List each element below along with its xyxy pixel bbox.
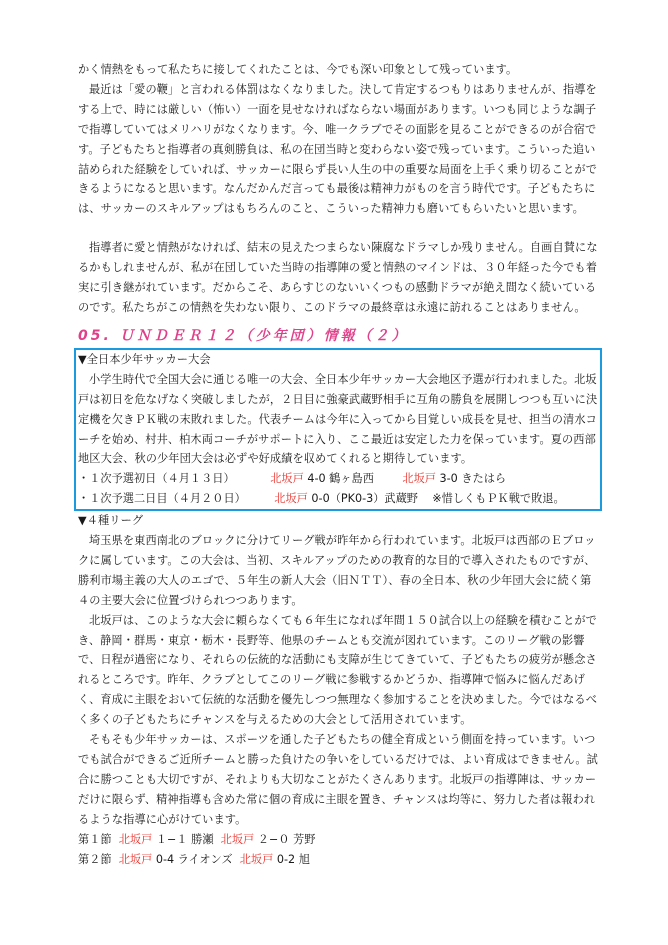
team-name: 北坂戸 <box>274 492 308 506</box>
intro-paragraph-2: 最近は「愛の鞭」と言われる体罰はなくなりました。決して肯定するつもりはありませんが、指導をする上で、時には厳しい（怖い）一面を見せなければならない場面があります。いつも同じような調子で指導していてはメリハリがなくなります。今、唯一クラブでその面影を見ることができるのが合宿です。子どもたちと指導者の真剣勝負は、私の在団当時と変わらない姿で残っています。こういった追い詰められた経験をしていれば、サッカーに限らず長い人生の中の重要な局面を上手く乗り切ることができるようになると思います。なんだかんだ言っても最後は精神力がものを言う時代です。子どもたちには、サッカーのスキルアップはもちろんのこと、こういった精神力も磨いてもらいたいと思います。 <box>78 82 598 216</box>
league-result-row-1 <box>78 830 598 850</box>
result-label: ・１次予選二日目（４月２０日） <box>78 492 246 506</box>
league-paragraph-2: 北坂戸は、このような大会に頼らなくても６年生になれば年間１５０試合以上の経験を積むことができ、静岡・群馬・東京・栃木・長野等、他県のチームとも交流が図れています。このリーグ戦の影響で、日程が過密になり、それらの伝統的な活動にも支障が生じてきていて、子どもたちの疲労が懸念されるところです。昨年、クラブとしてこのリーグ戦に参戦するかどうか、指導陣で悩みに悩んだあげく、育成に主眼をおいて伝統的な活動を優先しつつ無理なく参加することを決めました。今ではなるべく多くの子どもたちにチャンスを与えるための大会として活用されています。 <box>78 613 598 727</box>
intro-paragraph-1: かく情熱をもって私たちに接してくれたことは、今でも深い印象として残っています。 <box>78 63 518 76</box>
team-name: 北坂戸 <box>270 472 304 486</box>
result-score: 4-0 鶴ヶ島西 <box>303 472 374 486</box>
league-result-row-2 <box>78 850 598 870</box>
round-label: 第１節 <box>78 832 112 846</box>
league-paragraph-3: そもそも少年サッカーは、スポーツを通した子どもたちの健全育成という側面を持っています。いつでも試合ができるご近所チームと勝った負けたの争いをしているだけでは、よい育成はできません。試合に勝つことも大切ですが、それよりも大切なことがたくさんあります。北坂戸の指導陣は、サッカーだけに限らず、精神指導も含めた常に個の育成に主眼を置き、チャンスは均等に、努力した者は報われるような指導に心がけています。 <box>78 733 598 826</box>
team-name: 北坂戸 <box>220 832 255 846</box>
all-japan-body: 小学生時代で全国大会に通じる唯一の大会、全日本少年サッカー大会地区予選が行われました。北坂戸は初日を危なげなく突破しましたが，２日目に強豪武蔵野相手に互角の勝負を展開しつつも互いに決定機を欠きＰＫ戦の末敗れました。代表チームは今年に入ってから目覚しい成長を見せ、担当の清水コーチを始め、村井、柏木両コーチがサポートに入り、ここ最近は安定した力を保っています。夏の西部地区大会、秋の少年団大会は必ずや好成績を収めてくれると期待しています。 <box>78 372 598 466</box>
result-score: １−１ 勝瀬 <box>155 832 214 846</box>
team-name: 北坂戸 <box>118 832 153 846</box>
document-page <box>78 60 598 869</box>
result-score: 0-0（PK0-3）武蔵野 <box>307 492 418 506</box>
league-paragraph-1: 埼玉県を東西南北のブロックに分けてリーグ戦が昨年から行われています。北坂戸は西部のＥブロックに属しています。この大会は、当初、スキルアップのための教育的な目的で導入されたものですが、勝利市場主義の大人のエゴで、５年生の新人大会（旧ＮＴＴ）、春の全日本、秋の少年団大会に続く第４の主要大会に位置づけられつつあります。 <box>78 534 596 607</box>
league-title: ▼４種リーグ <box>78 514 144 528</box>
intro-paragraph-3: 指導者に愛と情熱がなければ、結末の見えたつまらない陳腐なドラマしか残りません。自画自賛になるかもしれませんが、私が在団していた当時の指導陣の愛と情熱のマインドは、３０年経った今でも着実に引き継がれています。だからこそ、あらすじのないいくつもの感動ドラマが絶え間なく続いているのです。私たちがこの情熱を失わない限り、このドラマの最終章は永遠に訪れることはありません。 <box>78 241 598 314</box>
result-note: ※惜しくもＰＫ戦で敗退。 <box>432 492 565 506</box>
paragraph-gap <box>78 219 598 238</box>
all-japan-box <box>74 348 602 511</box>
result-label: ・１次予選初日（４月１３日） <box>78 472 235 486</box>
result-score: 0-2 旭 <box>273 852 310 866</box>
team-name: 北坂戸 <box>239 852 274 866</box>
result-row-day1 <box>78 469 598 489</box>
all-japan-title: ▼全日本少年サッカー大会 <box>78 352 211 366</box>
result-score: 0-4 ライオンズ <box>152 852 233 866</box>
result-score: 3-0 きたはら <box>435 472 507 486</box>
team-name: 北坂戸 <box>402 472 436 486</box>
round-label: 第２節 <box>78 852 112 866</box>
result-row-day2 <box>78 489 598 509</box>
result-score: ２−０ 芳野 <box>257 832 316 846</box>
section-heading: 05. ＵＮＤＥＲ１２（少年団）情報（２） <box>78 327 409 344</box>
team-name: 北坂戸 <box>118 852 153 866</box>
